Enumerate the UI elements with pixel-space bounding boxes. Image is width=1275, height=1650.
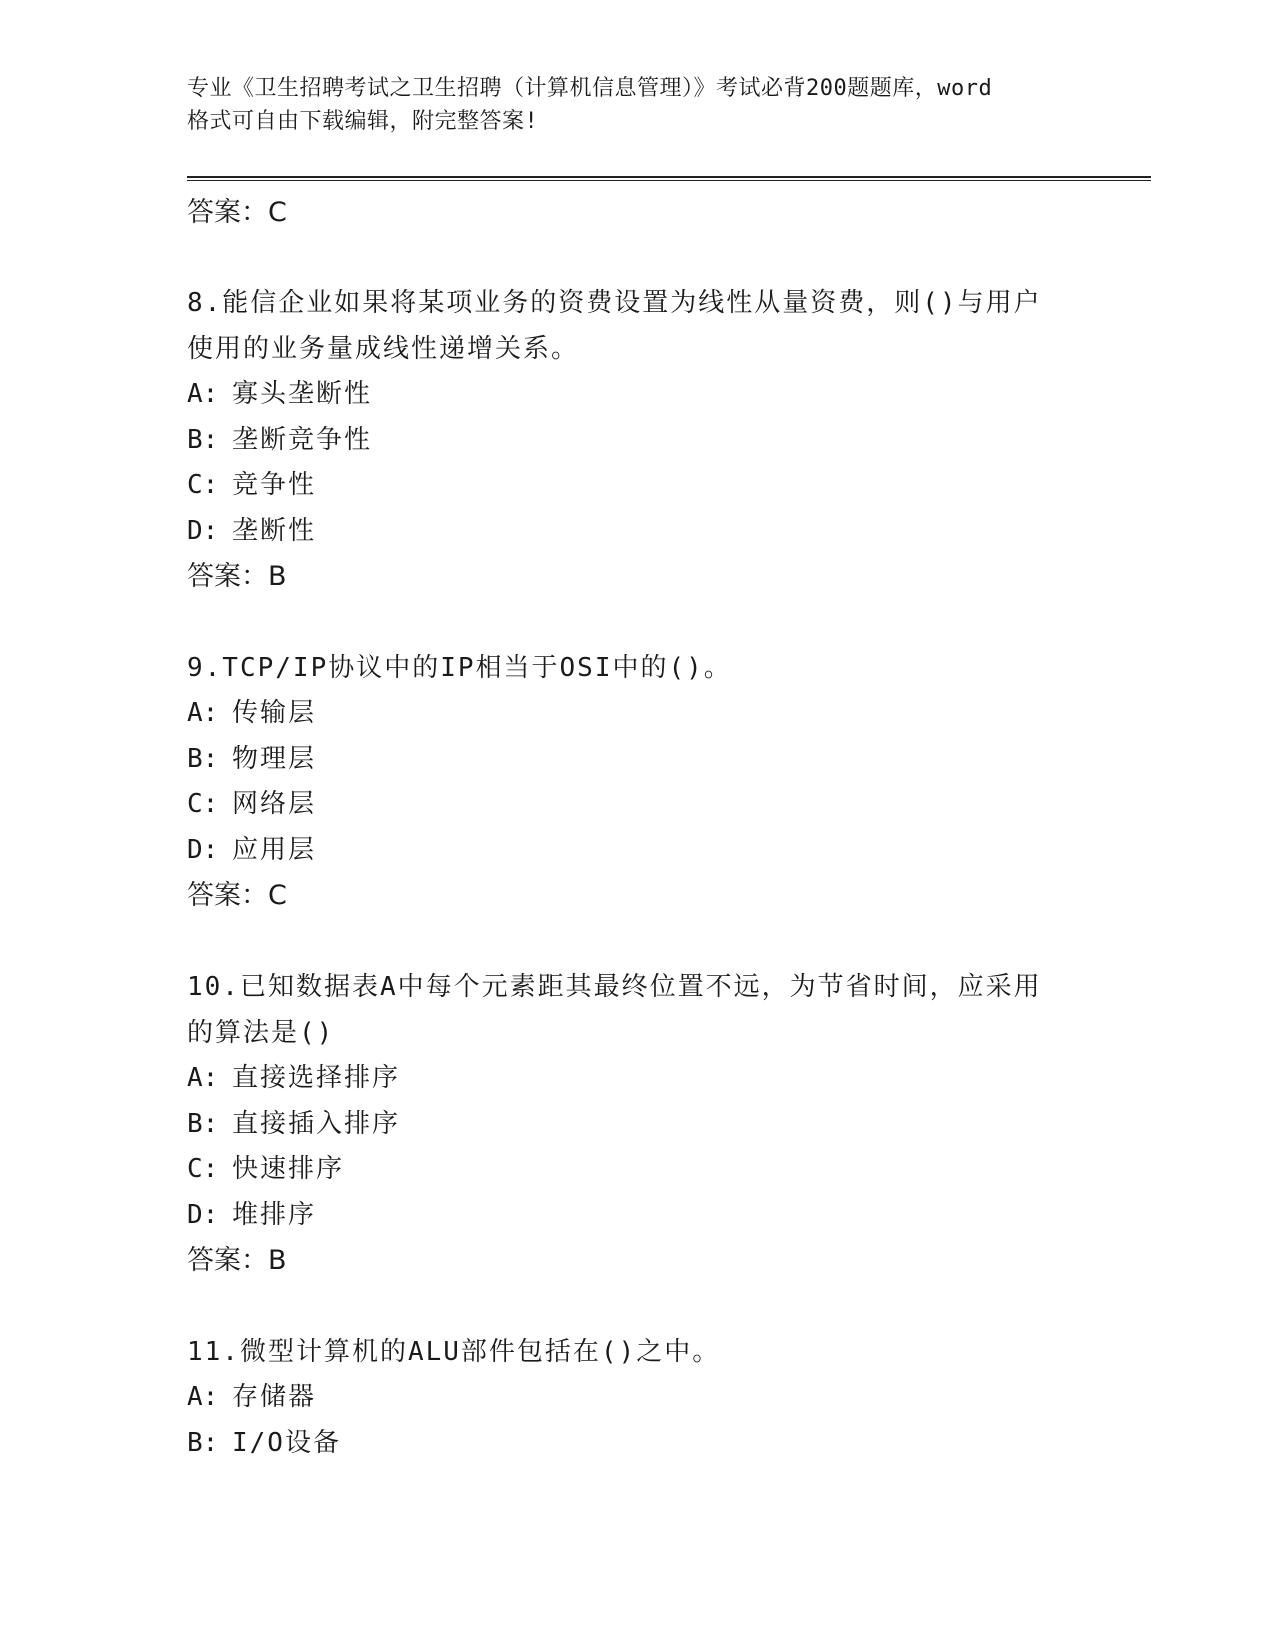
option-text: 垄断性 xyxy=(232,515,317,546)
question-text: 使用的业务量成线性递增关系。 xyxy=(187,334,580,364)
option-text: 直接选择排序 xyxy=(232,1063,401,1093)
question-item xyxy=(187,1329,1087,1466)
answer-option xyxy=(187,372,1087,418)
option-label: D: xyxy=(187,834,219,865)
answer-key: 答案：C xyxy=(187,880,287,911)
answer-option xyxy=(187,691,1087,737)
option-text: 物理层 xyxy=(232,743,317,774)
option-text: 传输层 xyxy=(232,698,317,728)
answer-option xyxy=(187,1056,1087,1102)
answer-key: 答案：B xyxy=(187,1245,287,1276)
question-text: 10.已知数据表A中每个元素距其最终位置不远，为节省时间，应采用 xyxy=(187,972,1042,1002)
answer-option xyxy=(187,418,1087,464)
header-divider xyxy=(187,176,1151,181)
option-label: B: xyxy=(187,1108,219,1139)
question-list xyxy=(187,190,1087,1511)
answer-option xyxy=(187,463,1087,509)
question-text: 8.能信企业如果将某项业务的资费设置为线性从量资费，则()与用户 xyxy=(187,288,1042,318)
answer-option xyxy=(187,1375,1087,1421)
option-label: B: xyxy=(187,743,219,774)
answer-option xyxy=(187,782,1087,828)
option-text: 垄断竞争性 xyxy=(232,424,373,455)
header-line-2: 格式可自由下载编辑，附完整答案! xyxy=(187,109,539,134)
option-text: 存储器 xyxy=(232,1382,317,1412)
option-label: A: xyxy=(187,1063,219,1093)
option-label: D: xyxy=(187,515,219,546)
question-text: 9.TCP/IP协议中的IP相当于OSI中的()。 xyxy=(187,653,732,683)
answer-option xyxy=(187,509,1087,555)
option-label: C: xyxy=(187,1154,219,1184)
answer-option xyxy=(187,828,1087,874)
option-label: B: xyxy=(187,424,219,455)
answer-key: 答案：B xyxy=(187,561,287,592)
question-item xyxy=(187,645,1087,919)
option-label: C: xyxy=(187,789,219,819)
option-text: I/O设备 xyxy=(232,1427,341,1458)
answer-option xyxy=(187,1147,1087,1193)
answer-option xyxy=(187,1421,1087,1467)
option-label: A: xyxy=(187,379,219,409)
question-text: 的算法是() xyxy=(187,1018,335,1048)
answer-option xyxy=(187,737,1087,783)
previous-answer: 答案：C xyxy=(187,197,287,228)
option-label: D: xyxy=(187,1199,219,1230)
option-label: C: xyxy=(187,470,219,500)
option-label: A: xyxy=(187,1382,219,1412)
option-text: 寡头垄断性 xyxy=(232,379,373,409)
answer-option xyxy=(187,1102,1087,1148)
header-line-1: 专业《卫生招聘考试之卫生招聘（计算机信息管理）》考试必背200题题库，word xyxy=(187,76,993,101)
option-text: 直接插入排序 xyxy=(232,1108,401,1139)
option-label: A: xyxy=(187,698,219,728)
question-item xyxy=(187,280,1087,600)
option-text: 堆排序 xyxy=(232,1199,317,1230)
option-text: 快速排序 xyxy=(232,1154,345,1184)
question-text: 11.微型计算机的ALU部件包括在()之中。 xyxy=(187,1337,721,1367)
question-item xyxy=(187,964,1087,1284)
option-text: 竞争性 xyxy=(232,470,317,500)
document-header xyxy=(187,72,1087,138)
option-text: 应用层 xyxy=(232,834,317,865)
option-label: B: xyxy=(187,1427,219,1458)
option-text: 网络层 xyxy=(232,789,317,819)
answer-option xyxy=(187,1193,1087,1239)
